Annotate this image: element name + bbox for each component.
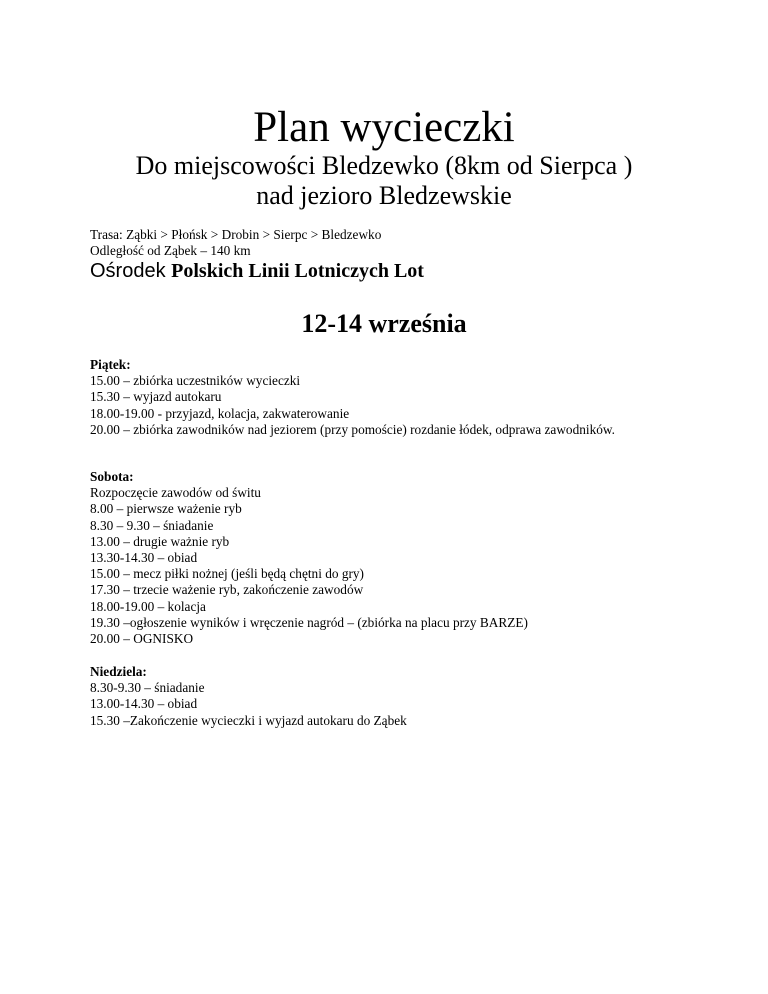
resort-prefix: Ośrodek	[90, 260, 172, 282]
day-section-sunday	[90, 664, 690, 729]
document-title: Plan wycieczki	[253, 104, 515, 151]
day-section-friday	[90, 357, 690, 438]
schedule-item: 13.30-14.30 – obiad	[90, 550, 198, 566]
schedule-item: 15.00 – mecz piłki nożnej (jeśli będą chętni do gry)	[90, 566, 364, 582]
schedule-item: 8.00 – pierwsze ważenie ryb	[90, 501, 242, 517]
day-heading: Niedziela:	[90, 664, 147, 679]
day-heading: Sobota:	[90, 469, 134, 484]
subtitle-lake: nad jezioro Bledzewskie	[256, 181, 512, 210]
schedule-item: 13.00-14.30 – obiad	[90, 696, 198, 712]
subtitle-destination: Do miejscowości Bledzewko (8km od Sierpca )	[135, 151, 633, 180]
schedule-item: 20.00 – OGNISKO	[90, 631, 194, 647]
schedule-item: 19.30 –ogłoszenie wyników i wręczenie nagród – (zbiórka na placu przy BARZE)	[90, 614, 528, 630]
schedule-item: 15.30 –Zakończenie wycieczki i wyjazd autokaru do Ząbek	[90, 712, 407, 728]
schedule-item: 20.00 – zbiórka zawodników nad jeziorem (przy pomoście) rozdanie łódek, odprawa zawodników.	[90, 421, 615, 437]
route-text: Trasa: Ząbki > Płońsk > Drobin > Sierpc > Bledzewko	[90, 227, 382, 242]
event-dates: 12-14 września	[301, 309, 467, 338]
schedule-item: 8.30-9.30 – śniadanie	[90, 680, 205, 696]
day-section-saturday	[90, 469, 690, 647]
resort-name: Polskich Linii Lotniczych Lot	[171, 260, 424, 282]
day-heading: Piątek:	[90, 357, 131, 372]
schedule-item: 15.00 – zbiórka uczestników wycieczki	[90, 373, 301, 389]
schedule-item: 13.00 – drugie ważnie ryb	[90, 533, 230, 549]
schedule-item: 8.30 – 9.30 – śniadanie	[90, 517, 214, 533]
resort-line	[90, 258, 424, 284]
distance-text: Odległość od Ząbek – 140 km	[90, 243, 251, 258]
schedule-item: 17.30 – trzecie ważenie ryb, zakończenie zawodów	[90, 582, 364, 598]
schedule-item: 15.30 – wyjazd autokaru	[90, 389, 222, 405]
schedule-item: Rozpoczęcie zawodów od świtu	[90, 485, 261, 501]
schedule-item: 18.00-19.00 - przyjazd, kolacja, zakwaterowanie	[90, 405, 350, 421]
schedule-item: 18.00-19.00 – kolacja	[90, 598, 206, 614]
